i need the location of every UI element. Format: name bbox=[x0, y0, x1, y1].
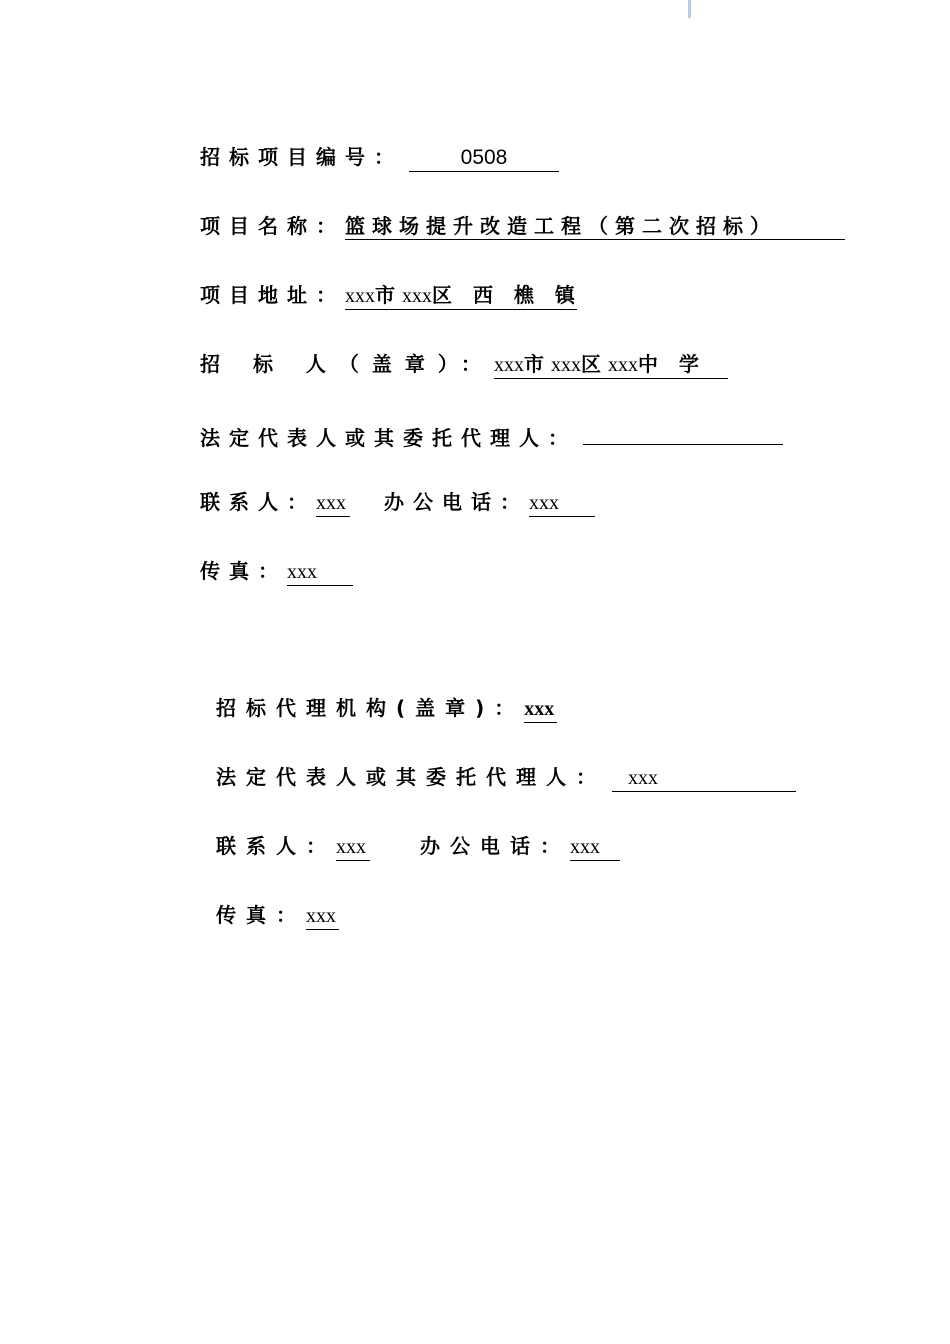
tenderer-label: 招 标 人（盖章）： bbox=[200, 352, 494, 376]
agency-office-phone-label: 办公电话： bbox=[420, 834, 570, 858]
agency-contact-label: 联系人： bbox=[216, 834, 336, 858]
agency-contact-value: xxx bbox=[336, 833, 370, 861]
legal-representative-label: 法定代表人或其委托代理人： bbox=[200, 426, 577, 450]
agency-fax-value: xxx bbox=[306, 902, 339, 930]
fax-value: xxx bbox=[287, 558, 353, 586]
agency-legal-representative-row bbox=[216, 762, 796, 792]
tenderer-value: xxx市xxx区xxx中 学 bbox=[494, 351, 728, 379]
text-cursor-mark bbox=[688, 0, 691, 18]
fax-label: 传真： bbox=[200, 559, 287, 583]
project-address-label: 项目地址： bbox=[200, 283, 345, 307]
legal-representative-value bbox=[583, 418, 783, 445]
agency-fax-label: 传真： bbox=[216, 903, 306, 927]
contact-label: 联系人： bbox=[200, 490, 316, 514]
agency-legal-representative-value: xxx bbox=[612, 764, 796, 792]
project-name-value: 篮球场提升改造工程（第二次招标） bbox=[345, 213, 845, 240]
agency-row bbox=[216, 693, 557, 723]
legal-representative-row bbox=[200, 418, 783, 448]
office-phone-value: xxx bbox=[529, 489, 595, 517]
agency-value: xxx bbox=[524, 695, 557, 723]
contact-value: xxx bbox=[316, 489, 350, 517]
tenderer-row bbox=[200, 349, 728, 379]
project-address-row bbox=[200, 280, 582, 310]
project-name-row bbox=[200, 211, 845, 241]
agency-office-phone-value: xxx bbox=[570, 833, 620, 861]
agency-contact-row bbox=[216, 831, 620, 861]
project-number-label: 招标项目编号： bbox=[200, 145, 403, 169]
agency-legal-representative-label: 法定代表人或其委托代理人： bbox=[216, 765, 606, 789]
project-number-row bbox=[200, 142, 559, 172]
contact-row bbox=[200, 487, 595, 517]
office-phone-label: 办公电话： bbox=[384, 490, 529, 514]
project-address-value: xxx市xxx区 西 樵 镇 bbox=[345, 282, 577, 310]
project-name-label: 项目名称： bbox=[200, 214, 345, 238]
project-number-value: 0508 bbox=[409, 144, 559, 172]
agency-label: 招标代理机构(盖章)： bbox=[216, 696, 525, 720]
agency-fax-row bbox=[216, 900, 339, 930]
fax-row bbox=[200, 556, 353, 586]
